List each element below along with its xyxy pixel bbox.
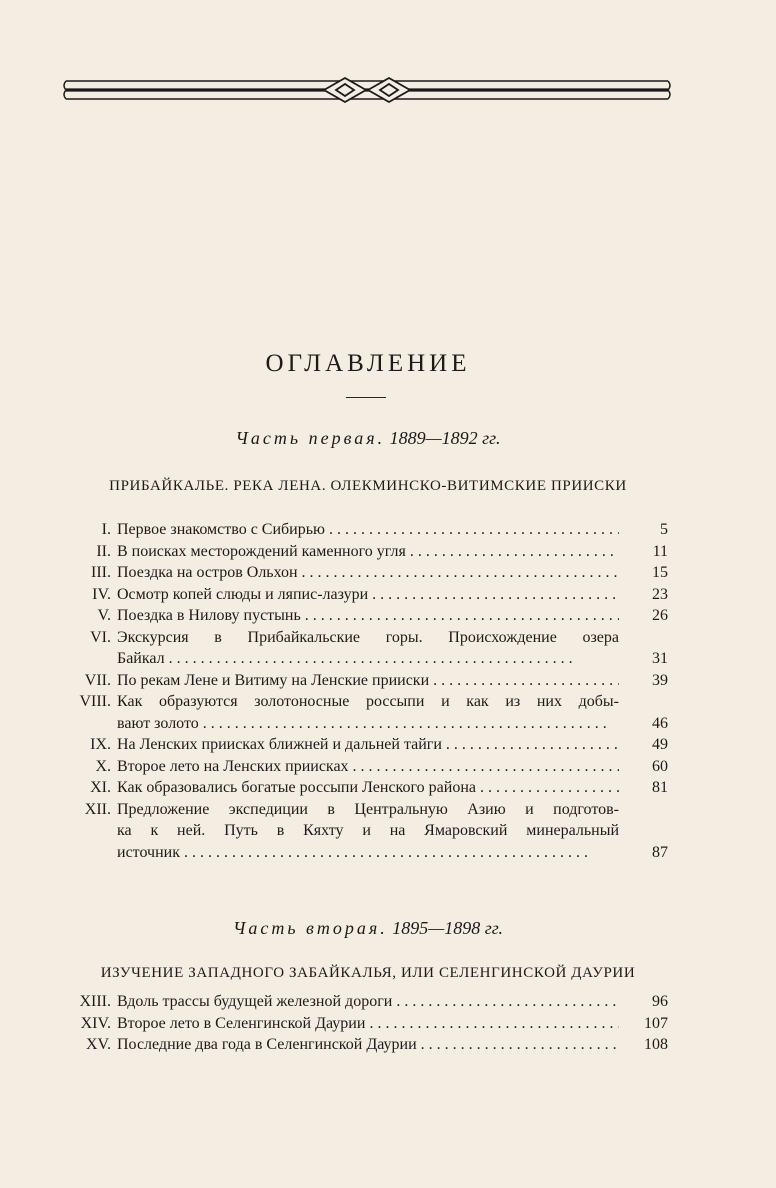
toc-entry-title: ка к ней. Путь в Кяхту и на Ямаровский минеральный <box>117 822 619 839</box>
toc-part-two <box>0 991 776 1056</box>
toc-entry-page: 11 <box>652 542 668 560</box>
toc-entry-title: Первое знакомство с Сибирью . . . <box>117 519 619 541</box>
toc-entry-row <box>0 605 776 627</box>
toc-entry-number: VI. <box>90 628 111 646</box>
toc-entry-number: VIII. <box>79 693 111 710</box>
page-title: ОГЛАВЛЕНИЕ <box>265 350 471 377</box>
toc-entry-number: I. <box>101 521 111 538</box>
toc-entry-number: II. <box>96 542 111 560</box>
part-two-heading <box>0 918 736 939</box>
toc-entry-page: 31 <box>652 650 668 667</box>
toc-entry-page: 15 <box>652 564 668 581</box>
toc-entry-number: X. <box>95 757 111 775</box>
toc-entry-title: Вдоль трассы будущей железной дороги . . . <box>117 991 619 1013</box>
toc-entry-title: Второе лето на Ленских приисках . . . <box>117 756 619 778</box>
toc-entry-number: III. <box>91 564 111 581</box>
toc-entry-number: XI. <box>90 779 111 796</box>
toc-entry-number: IX. <box>90 736 111 753</box>
toc-entry-row <box>0 691 776 713</box>
toc-entry-row <box>0 820 776 842</box>
toc-entry-title: Как образовались богатые россыпи Ленского района . . . <box>117 777 619 799</box>
toc-entry-row <box>0 648 776 670</box>
toc-part-one <box>0 519 776 863</box>
part-two-label: Часть вторая. <box>232 918 388 938</box>
toc-entry-page: 46 <box>652 714 668 732</box>
part-two-section-title: ИЗУЧЕНИЕ ЗАПАДНОГО ЗАБАЙКАЛЬЯ, ИЛИ СЕЛЕНГИНСКОЙ ДАУРИИ <box>100 965 636 981</box>
decorative-border-ornament <box>62 72 672 108</box>
toc-entry-row <box>0 584 776 606</box>
toc-entry-title: Последние два года в Селенгинской Даурии . . . <box>117 1034 619 1056</box>
toc-entry-number: V. <box>97 607 111 624</box>
toc-entry-title: Второе лето в Селенгинской Даурии . . . <box>117 1013 619 1035</box>
toc-entry-title: Байкал . . . <box>117 648 619 670</box>
toc-entry-number: XIII. <box>79 993 111 1010</box>
toc-entry-row <box>0 670 776 692</box>
toc-entry-page: 26 <box>652 607 668 624</box>
toc-entry-row <box>0 519 776 541</box>
toc-entry-title: По рекам Лене и Витиму на Ленские прииски . . . <box>117 670 619 692</box>
toc-entry-row <box>0 799 776 821</box>
toc-entry-title: На Ленских приисках ближней и дальней тайги . . . <box>117 734 619 756</box>
toc-entry-number: XII. <box>84 800 111 818</box>
toc-entry-page: 108 <box>644 1036 668 1053</box>
toc-entry-page: 81 <box>652 779 668 796</box>
toc-entry-page: 96 <box>652 993 668 1010</box>
toc-entry-title: Как образуются золотоносные россыпи и как из них добы- <box>117 693 619 710</box>
toc-entry-row <box>0 627 776 649</box>
toc-entry-row <box>0 734 776 756</box>
part-two-years: 1895—1898 гг. <box>392 918 504 938</box>
toc-entry-number: XV. <box>85 1036 111 1053</box>
toc-entry-row <box>0 541 776 563</box>
toc-entry-title: Поездка в Нилову пустынь . . . <box>117 605 619 627</box>
toc-entry-number: VII. <box>84 671 111 689</box>
part-one-label: Часть первая. <box>235 428 386 448</box>
toc-entry-title: Предложение экспедиции в Центральную Азию и подготов- <box>117 800 619 818</box>
toc-entry-title: Поездка на остров Ольхон . . . <box>117 562 619 584</box>
part-one-heading <box>0 428 736 449</box>
toc-entry-number: IV. <box>92 585 111 603</box>
toc-entry-page: 23 <box>652 585 668 603</box>
toc-entry-page: 49 <box>652 736 668 753</box>
toc-entry-page: 39 <box>652 671 668 689</box>
toc-entry-title: Осмотр копей слюды и ляпис-лазури . . . <box>117 584 619 606</box>
part-one-section-title: ПРИБАЙКАЛЬЕ. РЕКА ЛЕНА. ОЛЕКМИНСКО-ВИТИМСКИЕ ПРИИСКИ <box>109 478 627 494</box>
toc-entry-number: XIV. <box>80 1014 111 1032</box>
toc-entry-row <box>0 1013 776 1035</box>
part-one-years: 1889—1892 гг. <box>389 428 501 448</box>
toc-entry-row <box>0 842 776 864</box>
title-rule <box>346 397 386 398</box>
toc-entry-page: 87 <box>652 843 668 861</box>
toc-entry-page: 107 <box>644 1014 668 1032</box>
toc-entry-row <box>0 562 776 584</box>
toc-entry-title: источник . . . <box>117 842 619 864</box>
toc-entry-page: 60 <box>652 757 668 775</box>
toc-entry-page: 5 <box>660 521 668 538</box>
toc-entry-row <box>0 713 776 735</box>
toc-entry-title: вают золото . . . <box>117 713 619 735</box>
toc-entry-title: В поисках месторождений каменного угля . . . <box>117 541 619 563</box>
toc-entry-title: Экскурсия в Прибайкальские горы. Происхождение озера <box>117 628 619 646</box>
toc-entry-row <box>0 1034 776 1056</box>
toc-entry-row <box>0 777 776 799</box>
toc-entry-row <box>0 991 776 1013</box>
toc-entry-row <box>0 756 776 778</box>
